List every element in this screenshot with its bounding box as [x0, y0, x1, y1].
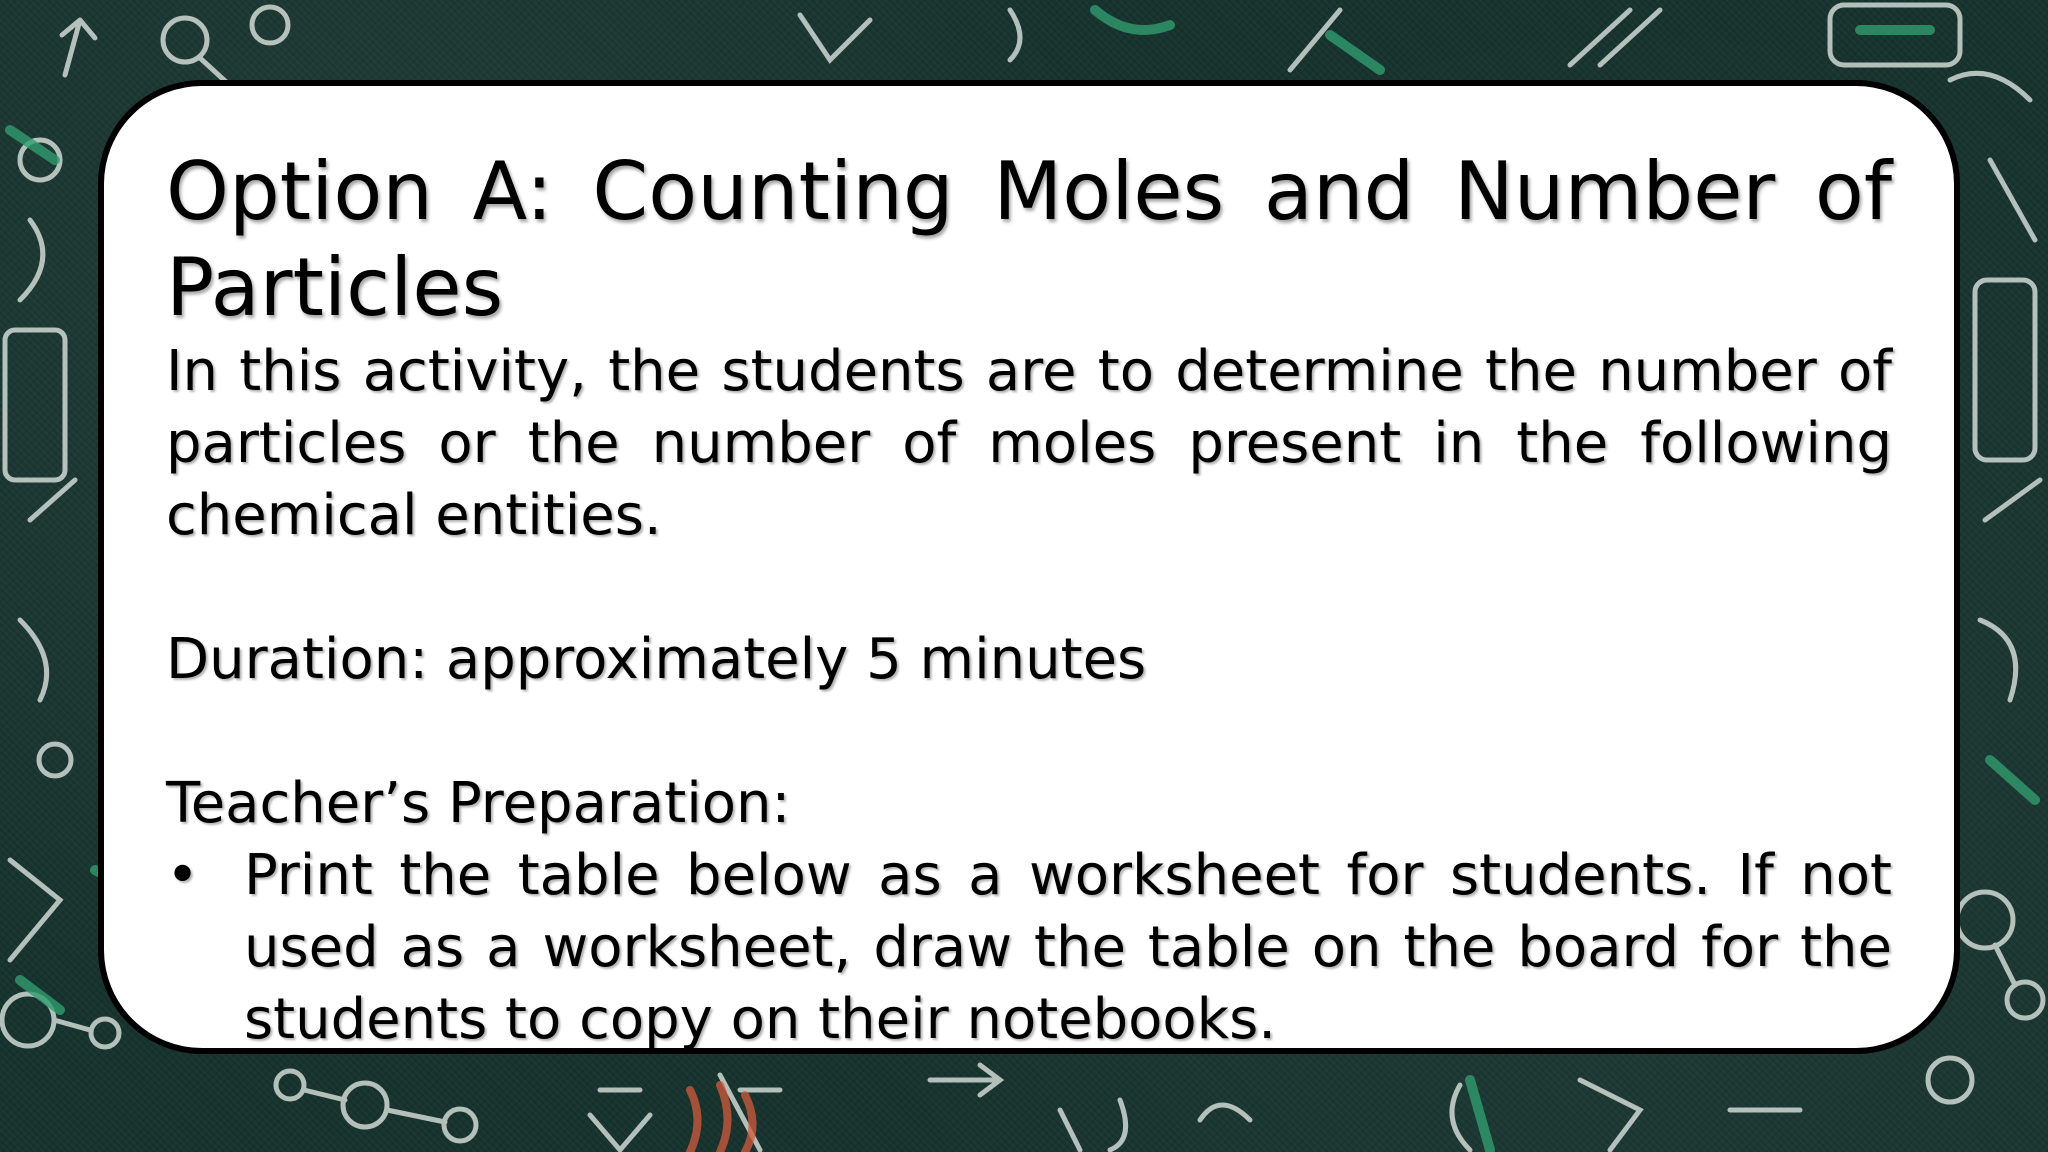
content-card — [98, 80, 1960, 1054]
list-item — [166, 840, 1892, 1056]
intro-paragraph: In this activity, the students are to determine the number of particles or the number of moles present in the following chemical entities. — [166, 339, 1892, 548]
bullet-icon: • — [166, 843, 200, 908]
blank-line — [166, 552, 1892, 624]
preparation-heading: Teacher’s Preparation: — [166, 771, 791, 836]
slide-body — [166, 336, 1892, 1056]
blank-line — [166, 696, 1892, 768]
duration-text: Duration: approximately 5 minutes — [166, 627, 1147, 692]
list-item-text: Print the table below as a worksheet for students. If not used as a worksheet, draw the table on the board for the students to copy on their notebooks. — [244, 843, 1892, 1052]
slide-title: Option A: Counting Moles and Number of Particles — [166, 145, 1892, 334]
preparation-list — [166, 840, 1892, 1056]
